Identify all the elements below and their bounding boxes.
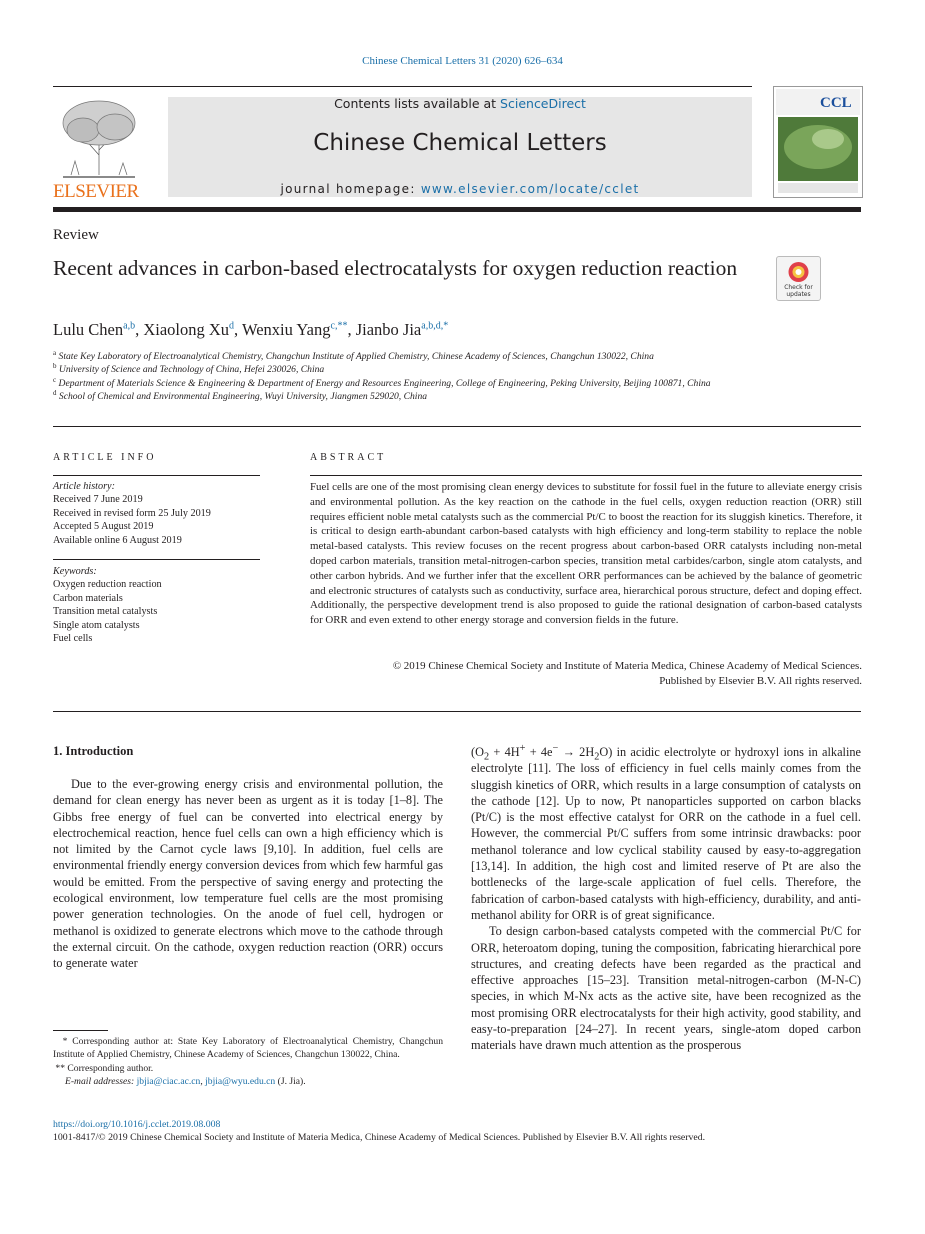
footnote-emails: E-mail addresses: jbjia@ciac.ac.cn, jbjia@wyu.edu.cn (J. Jia). bbox=[65, 1076, 306, 1088]
author-affiliation-mark[interactable]: a,b bbox=[123, 320, 136, 332]
affiliation: $^d$ School of Chemical and Environmental Engineering, Wuyi University, Jiangmen 529020, China bbox=[53, 389, 428, 403]
article-info-rule bbox=[53, 475, 260, 476]
author-affiliation-mark[interactable]: a,b,d,* bbox=[421, 320, 449, 332]
affiliation: $^a$ State Key Laboratory of Electroanalytical Chemistry, Changchun Institute of Applied Chemistry, Chinese Academy of Sciences, Changchun 130022, China bbox=[53, 348, 654, 362]
keyword: Carbon materials bbox=[53, 592, 123, 604]
footnote: ** Corresponding author. bbox=[53, 1062, 154, 1074]
abstract-rule bbox=[310, 475, 862, 476]
keyword: Single atom catalysts bbox=[53, 619, 140, 631]
header-rule bbox=[53, 86, 752, 87]
article-info-heading: ARTICLE INFO bbox=[53, 452, 157, 463]
copyright-line: Published by Elsevier B.V. All rights reserved. bbox=[659, 674, 862, 687]
paragraph: To design carbon-based catalysts competed with the commercial Pt/C for ORR, heteroatom doping, tuning the composition, fabricating hierarchical pore structures, and creating defects have been regarded as the practical and effective approaches [15–23]. Transition metal-nitrogen-carbon (M-N-C) species, in which M-Nx acts as the active site, have been recognized as the most promising ORR electrocatalysts for their high activity, good stability, and easy-to-preparation [24–27]. In recent years, single-atom doped carbon materials have drawn much attention as the prosperous bbox=[471, 924, 861, 1053]
contents-prefix: Contents lists available at bbox=[334, 96, 501, 111]
check-for-updates-badge[interactable] bbox=[776, 256, 821, 301]
journal-homepage bbox=[168, 182, 752, 196]
footnote-rule bbox=[53, 1030, 108, 1031]
cover-title: CCL bbox=[820, 95, 852, 111]
author-affiliation-mark[interactable]: c,** bbox=[330, 320, 348, 332]
history-label: Article history: bbox=[53, 481, 115, 492]
keyword: Transition metal catalysts bbox=[53, 606, 158, 618]
author-name: Jianbo Jia bbox=[355, 320, 422, 339]
copyright-line: © 2019 Chinese Chemical Society and Institute of Materia Medica, Chinese Academy of Medical Sciences. bbox=[392, 660, 862, 672]
svg-text:Check for: Check for bbox=[784, 284, 813, 291]
body-column-left bbox=[53, 776, 443, 972]
cover-image bbox=[774, 87, 862, 197]
section-rule bbox=[53, 711, 861, 712]
section-heading-introduction: 1. Introduction bbox=[53, 744, 134, 758]
paragraph: Due to the ever-growing energy crisis and environmental pollution, the demand for clean energy has never been as urgent as it is today [1–8]. The Gibbs free energy of fuel can be converted into electrical energy by electrochemical reaction, hence fuel cells can own a high efficiency which is not limited by the Carnot cycle laws [9,10]. In addition, fuel cells are environmental friendly energy conversion devices from which few harmful gas would be emitted. From the perspective of saving energy and protecting the ecological environment, low temperature fuel cells are the most promising power generation technologies. On the anode of fuel cell, hydrogen or methanol is oxidized to generate electrons which move to the cathode through the external circuit. On the cathode, oxygen reduction reaction (ORR) occurs to generate water bbox=[53, 777, 443, 971]
email-link[interactable]: jbjia@wyu.edu.cn bbox=[205, 1076, 276, 1088]
contents-line bbox=[168, 96, 752, 111]
article-title: Recent advances in carbon-based electrocatalysts for oxygen reduction reaction bbox=[53, 256, 738, 280]
author-name: Wenxiu Yang bbox=[241, 320, 331, 339]
journal-cover-thumbnail[interactable] bbox=[773, 86, 863, 198]
svg-text:updates: updates bbox=[786, 291, 811, 298]
history-revised: Received in revised form 25 July 2019 bbox=[53, 507, 211, 519]
author-list: Lulu Chen$^{a,b}$, Xiaolong Xu$^d$, Wenxiu Yang$^{c,**}$, Jianbo Jia$^{a,b,d,*}$ bbox=[53, 320, 449, 339]
doi-link[interactable]: https://doi.org/10.1016/j.cclet.2019.08.008 bbox=[53, 1119, 221, 1130]
email-link[interactable]: jbjia@ciac.ac.cn bbox=[136, 1076, 201, 1088]
body-column-right bbox=[471, 744, 861, 1054]
affiliation: $^c$ Department of Materials Science & Engineering & Department of Energy and Resources Engineering, College of Engineering, Peking University, Beijing 100871, China bbox=[53, 375, 711, 389]
section-rule bbox=[53, 426, 861, 427]
keyword: Fuel cells bbox=[53, 633, 93, 645]
homepage-prefix: journal homepage: bbox=[280, 182, 421, 196]
article-type: Review bbox=[53, 227, 99, 243]
affiliations bbox=[53, 350, 743, 404]
article-history bbox=[53, 480, 260, 547]
abstract-heading: ABSTRACT bbox=[310, 452, 387, 463]
elsevier-wordmark: ELSEVIER bbox=[53, 181, 139, 202]
history-accepted: Accepted 5 August 2019 bbox=[53, 521, 154, 533]
journal-title: Chinese Chemical Letters bbox=[313, 130, 607, 156]
history-online: Available online 6 August 2019 bbox=[53, 534, 182, 546]
history-received: Received 7 June 2019 bbox=[53, 494, 143, 506]
homepage-link[interactable]: www.elsevier.com/locate/cclet bbox=[420, 182, 640, 196]
keywords bbox=[53, 565, 260, 645]
header-thick-rule bbox=[53, 207, 861, 212]
crossmark-icon bbox=[777, 257, 820, 300]
paragraph: $(O_2 + 4H^+ + 4e^- \to 2H_2O)$ in acidic electrolyte or hydroxyl ions in alkaline electrolyte [11]. The loss of efficiency in fuel cells mainly comes from the sluggish kinetics of ORR, which results in a large consumption of catalysts on the cathode [12]. Up to now, Pt nanoparticles supported on carbon blacks (Pt/C) is the most effective catalyst for ORR on the cathode in a fuel cell. However, the commercial Pt/C suffers from some intrinsic drawbacks: poor methanol tolerance and low cyclical stability caused by easy-to-aggregation [13,14]. In addition, the high cost and limited reserve of Pt are also the bottlenecks of the large-scale application of fuel cells. Therefore, the fabrication of carbon-based catalysts with high-efficiency, durability, and anti-methanol ability for ORR is of great significance. bbox=[471, 742, 861, 922]
footnotes bbox=[53, 1035, 443, 1089]
issn-copyright: 1001-8417/© 2019 Chinese Chemical Society and Institute of Materia Medica, Chinese Academy of Medical Sciences. Published by Elsevier B.V. All rights reserved. bbox=[53, 1132, 706, 1143]
author-name: Xiaolong Xu bbox=[143, 320, 230, 339]
keywords-label: Keywords: bbox=[53, 566, 97, 577]
journal-reference[interactable]: Chinese Chemical Letters 31 (2020) 626–634 bbox=[362, 55, 563, 67]
sciencedirect-link[interactable]: ScienceDirect bbox=[500, 96, 586, 111]
author-name: Lulu Chen bbox=[53, 320, 124, 339]
keyword: Oxygen reduction reaction bbox=[53, 579, 162, 591]
paragraph-text: in acidic electrolyte or hydroxyl ions in alkaline electrolyte [11]. The loss of efficiency in fuel cells mainly comes from the sluggish kinetics of ORR, which results in a large consumption of catalysts on the cathode [12]. Up to now, Pt nanoparticles supported on carbon blacks (Pt/C) is the most effective catalyst for ORR on the cathode in a fuel cell. However, the commercial Pt/C suffers from some intrinsic drawbacks: poor methanol tolerance and low cyclical stability caused by easy-to-aggregation [13,14]. In addition, the high cost and limited reserve of Pt are also the bottlenecks of the large-scale application of fuel cells. Therefore, the fabrication of carbon-based catalysts with high-efficiency, durability, and anti-methanol ability for ORR is of great significance. bbox=[471, 745, 861, 922]
keywords-rule bbox=[53, 559, 260, 560]
author-affiliation-mark[interactable]: d bbox=[229, 320, 235, 332]
footnote: * Corresponding author at: State Key Laboratory of Electroanalytical Chemistry, Changchun Institute of Applied Chemistry, Chinese Academy of Sciences, Changchun 130022, China. bbox=[53, 1036, 443, 1061]
abstract-copyright bbox=[310, 659, 862, 689]
abstract-text: Fuel cells are one of the most promising clean energy devices to substitute for fossil fuel in the future to alleviate energy crisis and environmental pollution. As the key reaction on the cathode in the fuel cells, oxygen reduction reaction (ORR) still requires efficient noble metal catalysts such as the commercial Pt/C to boost the reaction for its sluggish kinetics. Therefore, it is critical to design earth-abundant carbon-based catalysts with high efficiency and long-term stability to replace the noble metal-based catalysts. This review focuses on the recent progress about carbon-based ORR catalysts including non-metal doped carbon materials, transition metal-nitrogen-carbon species, transition metal carbides/carbon, single atom catalysts, and other carbon hybrids. And we further infer that the excellent ORR performances can be achieved by the balance of geometric and electronic structures of catalysts such as conductivity, surface area, hierarchical porous structure, defect and doping effect. Additionally, the perspective development trend is also proposed to guide the rational designation of carbon-based catalysts for ORR and even extend to other energy storage and conversion fields in the future. bbox=[310, 481, 862, 627]
affiliation: $^b$ University of Science and Technology of China, Hefei 230026, China bbox=[53, 362, 325, 376]
